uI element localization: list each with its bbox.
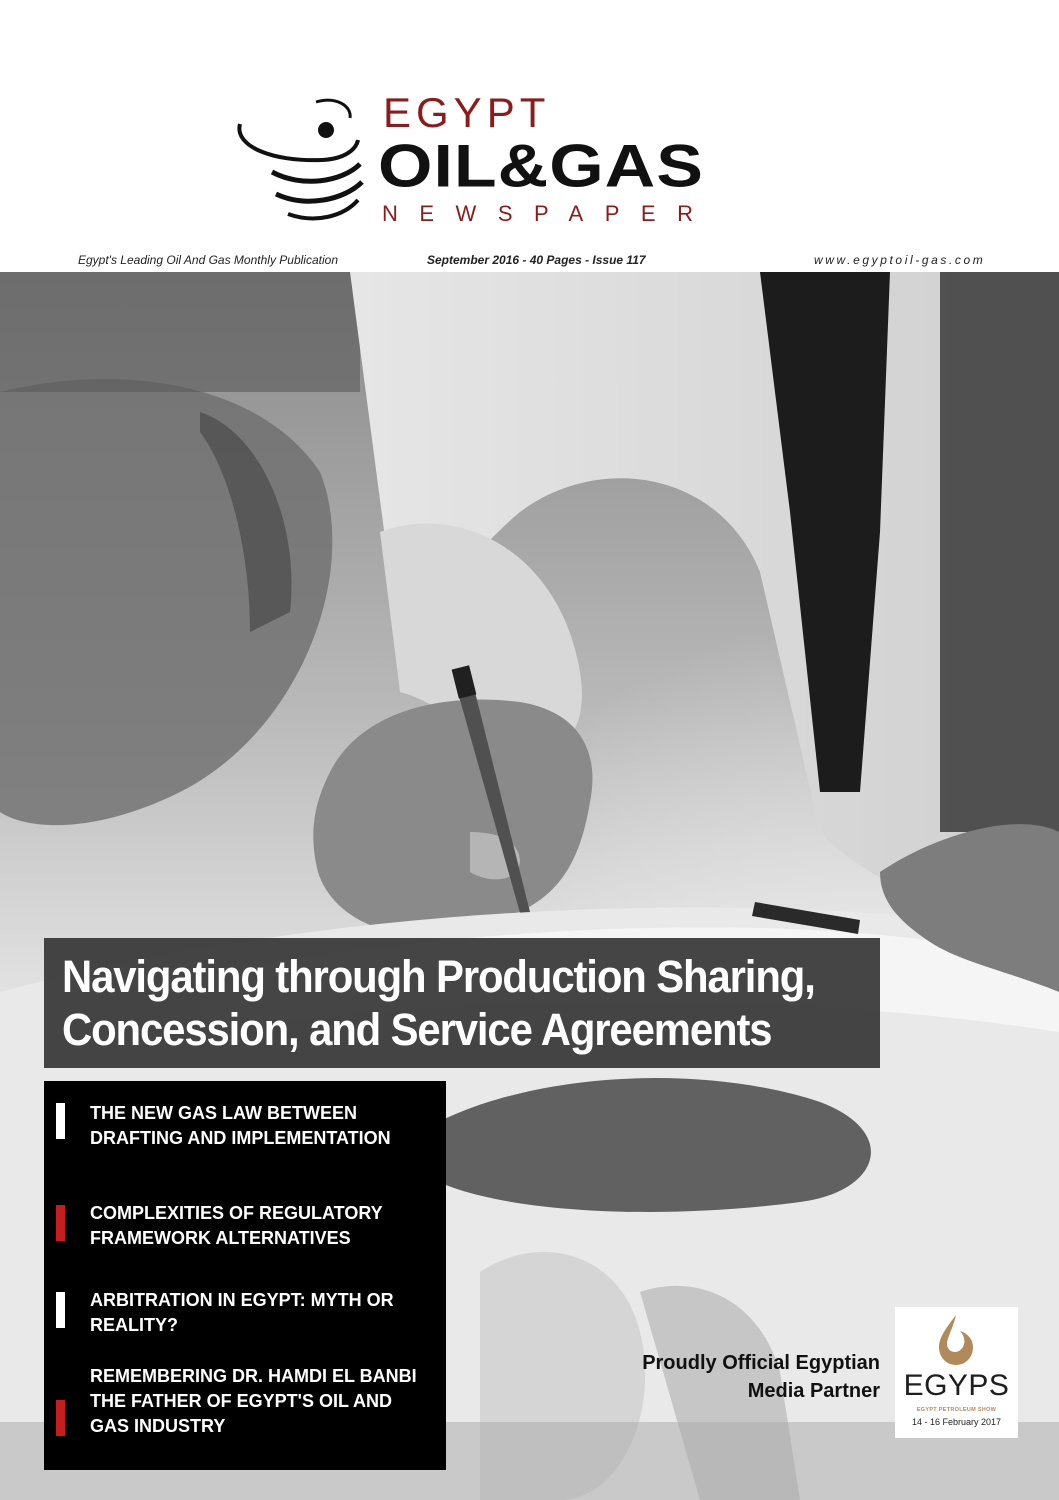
story-title xyxy=(90,1201,440,1251)
story-bar-white xyxy=(56,1103,65,1139)
issue-info: September 2016 - 40 Pages - Issue 117 xyxy=(427,253,646,267)
stories-panel xyxy=(44,1081,446,1470)
media-partner-text xyxy=(600,1349,880,1405)
story-line: REMEMBERING DR. HAMDI EL BANBI xyxy=(90,1366,417,1386)
story-title xyxy=(90,1364,440,1439)
story-bar-red xyxy=(56,1400,65,1436)
logo-oilgas-text: OIL&GAS xyxy=(378,132,704,200)
story-line: REALITY? xyxy=(90,1315,178,1335)
story-line: DRAFTING AND IMPLEMENTATION xyxy=(90,1128,391,1148)
cover-headline[interactable] xyxy=(62,950,815,1056)
logo-newspaper-text: NEWSPAPER xyxy=(382,201,715,226)
headline-line-1: Navigating through Production Sharing, xyxy=(62,951,815,1002)
story-line: ARBITRATION IN EGYPT: MYTH OR xyxy=(90,1290,394,1310)
story-line: THE NEW GAS LAW BETWEEN xyxy=(90,1103,357,1123)
story-line: COMPLEXITIES OF REGULATORY xyxy=(90,1203,383,1223)
story-line: FRAMEWORK ALTERNATIVES xyxy=(90,1228,351,1248)
egyps-subtitle: EGYPT PETROLEUM SHOW xyxy=(916,1407,997,1413)
egyps-name: EGYPS xyxy=(903,1369,1010,1402)
egyps-dates: 14 - 16 February 2017 xyxy=(911,1417,1002,1427)
story-line: THE FATHER OF EGYPT'S OIL AND xyxy=(90,1391,392,1411)
tagline: Egypt's Leading Oil And Gas Monthly Publication xyxy=(78,253,338,267)
story-line: GAS INDUSTRY xyxy=(90,1416,226,1436)
globe-swirl-logo-icon xyxy=(232,96,372,226)
egyps-logo[interactable] xyxy=(895,1307,1018,1438)
droplet-swirl-icon xyxy=(935,1313,977,1367)
story-title xyxy=(90,1288,440,1338)
partner-line-1: Proudly Official Egyptian xyxy=(642,1352,880,1374)
partner-line-2: Media Partner xyxy=(747,1380,880,1402)
logo-egypt-text: EGYPT xyxy=(383,89,551,136)
headline-box xyxy=(44,938,880,1068)
masthead xyxy=(0,0,1059,272)
headline-line-2: Concession, and Service Agreements xyxy=(62,1004,772,1055)
story-bar-red xyxy=(56,1205,65,1241)
story-title xyxy=(90,1101,440,1151)
story-bar-white xyxy=(56,1292,65,1328)
website-link[interactable]: www.egyptoil-gas.com xyxy=(814,253,986,267)
